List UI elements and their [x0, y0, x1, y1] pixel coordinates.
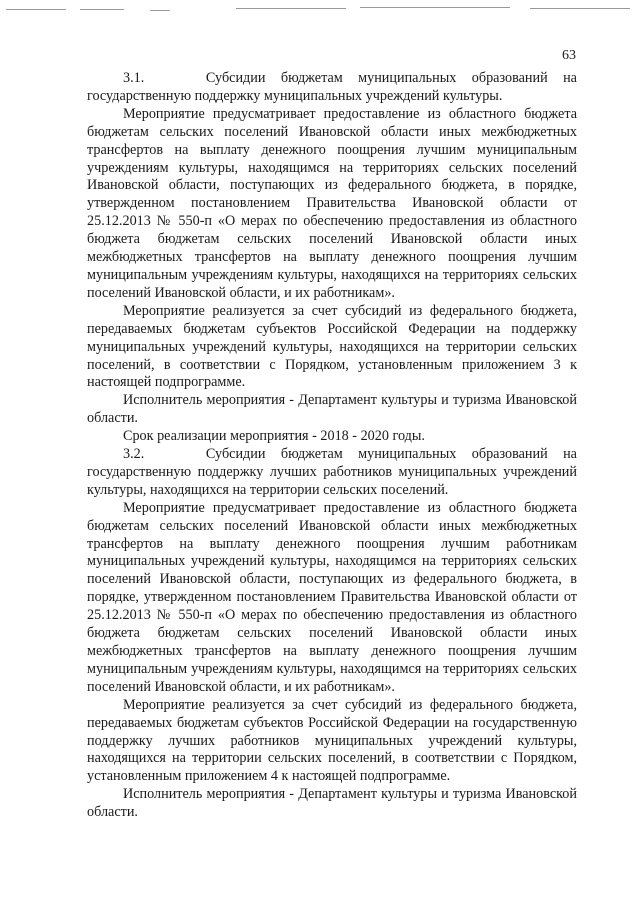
section-heading-3-2: 3.2. Субсидии бюджетам муниципальных образований на государственную поддержку лучших работников муниципальных учреждений культуры, находящихся на территории сельских поселений. [87, 446, 577, 498]
paragraph: Мероприятие предусматривает предоставление из областного бюджета бюджетам сельских поселений Ивановской области иных межбюджетных трансфертов на выплату денежного поощрения лучшим работникам муниципальных учреждений культуры, находящимся на территориях сельских поселений Ивановской области, поступающих из федерального бюджета, в порядке, утвержденном постановлением Правительства Ивановской области от 25.12.2013 № 550-п «О мерах по обеспечению предоставления из областного бюджета бюджетам сельских поселений Ивановской области иных межбюджетных трансфертов на выплату денежного поощрения лучшим муниципальным учреждениям культуры, находящимся на территориях сельских поселений Ивановской области, и их работникам». [87, 499, 577, 695]
page-number: 63 [562, 48, 576, 63]
section-heading-3-1: 3.1. Субсидии бюджетам муниципальных образований на государственную поддержку муниципальных учреждений культуры. [87, 70, 577, 104]
paragraph: Исполнитель мероприятия - Департамент культуры и туризма Ивановской области. [87, 786, 577, 821]
paragraph: Мероприятие реализуется за счет субсидий из федерального бюджета, передаваемых бюджетам субъектов Российской Федерации на поддержку муниципальных учреждений культуры, находящихся на территории сельских поселений, в соответствии с Порядком, установленным приложением 3 к настоящей подпрограмме. [87, 302, 577, 391]
document-body [87, 70, 577, 822]
paragraph: Мероприятие реализуется за счет субсидий из федерального бюджета, передаваемых бюджетам субъектов Российской Федерации на государственную поддержку лучших работников муниципальных учреждений культуры, находящихся на территории сельских поселений, в соответствии с Порядком, установленным приложением 4 к настоящей подпрограмме. [87, 696, 577, 785]
scan-edge-artifact [0, 0, 640, 18]
paragraph: Срок реализации мероприятия - 2018 - 2020 годы. [123, 428, 425, 445]
paragraph: Мероприятие предусматривает предоставление из областного бюджета бюджетам сельских поселений Ивановской области иных межбюджетных трансфертов на выплату денежного поощрения лучшим муниципальным учреждениям культуры, находящимся на территориях сельских поселений Ивановской области, поступающих из федерального бюджета, в порядке, утвержденном постановлением Правительства Ивановской области от 25.12.2013 № 550-п «О мерах по обеспечению предоставления из областного бюджета бюджетам сельских поселений Ивановской области иных межбюджетных трансфертов на выплату денежного поощрения лучшим муниципальным учреждениям культуры, находящихся на территориях сельских поселений Ивановской области, и их работникам». [87, 105, 577, 301]
paragraph: Исполнитель мероприятия - Департамент культуры и туризма Ивановской области. [87, 392, 577, 427]
